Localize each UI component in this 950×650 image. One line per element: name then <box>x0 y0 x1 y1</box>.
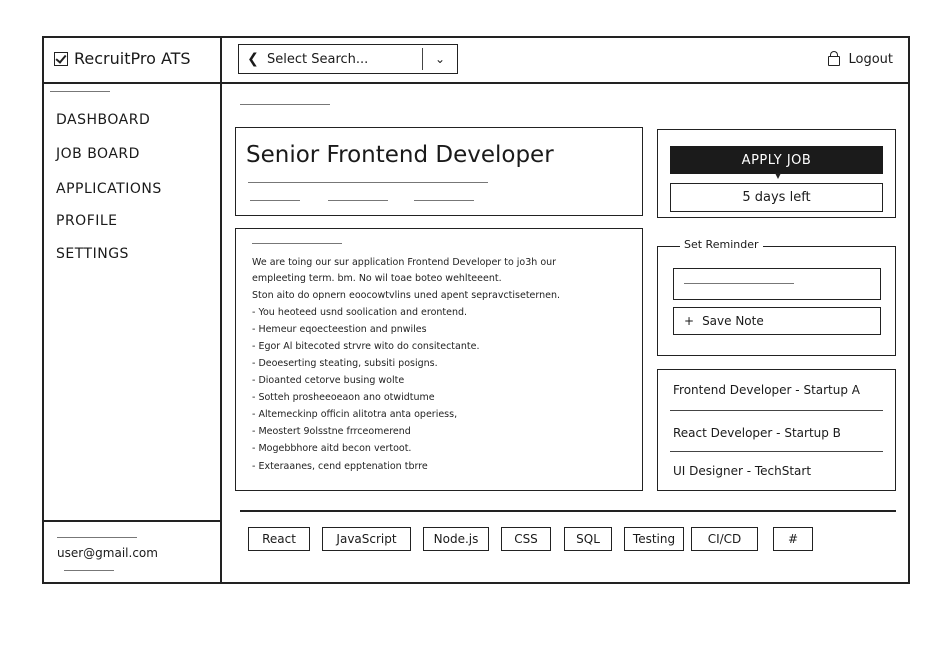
description-heading <box>252 243 342 244</box>
description-line: We are toing our sur application Frontend Developer to jo3h our <box>252 257 557 268</box>
sidebar-item-dashboard[interactable]: DASHBOARD <box>56 112 151 128</box>
reminder-card <box>657 246 896 356</box>
related-job-item[interactable]: React Developer - Startup B <box>673 426 841 440</box>
description-line: - Meostert 9olsstne frrceomerend <box>252 426 411 437</box>
tag-hash[interactable]: # <box>773 527 813 551</box>
checkbox-logo-icon <box>54 52 68 66</box>
job-tag-scribble-3 <box>414 200 474 201</box>
sidebar-item-applications[interactable]: APPLICATIONS <box>56 181 162 197</box>
job-meta-scribble <box>248 182 488 183</box>
sidebar-item-profile[interactable]: PROFILE <box>56 213 118 229</box>
description-line: - Deoeserting steating, subsiti posigns. <box>252 358 438 369</box>
related-job-divider <box>670 451 883 452</box>
job-tag-scribble-2 <box>328 200 388 201</box>
tags-divider <box>240 510 896 512</box>
arrow-down-icon <box>775 173 781 179</box>
reminder-note-input[interactable] <box>673 268 881 300</box>
job-header-card <box>235 127 643 216</box>
description-line: - Altemeckinp officin alitotra anta operiess, <box>252 409 458 420</box>
search-value: Select Search... <box>267 51 369 67</box>
tag-cicd[interactable]: CI/CD <box>691 527 758 551</box>
reminder-legend: Set Reminder <box>680 238 763 251</box>
description-line: - Egor Al bitecoted strvre wito do consitectante. <box>252 341 480 352</box>
tag-react[interactable]: React <box>248 527 310 551</box>
search-select[interactable] <box>238 44 458 74</box>
description-line: empleeting term. bm. No wil toae boteo wehlteeent. <box>252 273 502 284</box>
tag-javascript[interactable]: JavaScript <box>322 527 411 551</box>
user-sub-scribble <box>64 570 114 571</box>
related-job-item[interactable]: Frontend Developer - Startup A <box>673 383 861 397</box>
description-line: - Exteraanes, cend epptenation tbrre <box>252 461 428 472</box>
tag-testing[interactable]: Testing <box>624 527 684 551</box>
chevron-down-icon[interactable]: ⌄ <box>434 52 446 66</box>
save-note-button[interactable] <box>673 307 881 335</box>
job-title: Senior Frontend Developer <box>246 142 554 168</box>
chevron-left-icon[interactable]: ❮ <box>247 51 259 67</box>
user-email: user@gmail.com <box>57 546 158 560</box>
tag-css[interactable]: CSS <box>501 527 551 551</box>
related-job-item[interactable]: UI Designer - TechStart <box>673 464 812 478</box>
sidebar-item-job-board[interactable]: JOB BOARD <box>56 146 140 162</box>
save-note-label: Save Note <box>702 314 764 328</box>
breadcrumb <box>240 104 330 105</box>
description-line: - Mogebbhore aitd becon vertoot. <box>252 443 412 454</box>
apply-job-button[interactable]: APPLY JOB <box>670 146 883 174</box>
job-tag-scribble-1 <box>250 200 300 201</box>
logout-label: Logout <box>848 52 893 67</box>
logout-button[interactable] <box>828 52 893 67</box>
description-line: - Sotteh prosheeoeaon ano otwidtume <box>252 392 435 403</box>
note-input-scribble <box>684 283 794 284</box>
description-line: - Hemeur eqoecteestion and pnwiles <box>252 324 427 335</box>
related-job-divider <box>670 410 883 411</box>
sidebar-caption-scribble <box>50 91 110 92</box>
sidebar-footer-divider <box>42 520 220 522</box>
description-line: - Dioanted cetorve busing wolte <box>252 375 405 386</box>
sidebar-divider <box>220 36 222 584</box>
app-title: RecruitPro ATS <box>74 49 191 68</box>
user-caption-scribble <box>57 537 137 538</box>
lock-icon <box>828 56 840 66</box>
plus-icon: + <box>684 314 695 328</box>
days-left-badge: 5 days left <box>670 183 883 212</box>
sidebar-item-settings[interactable]: SETTINGS <box>56 246 129 262</box>
tag-nodejs[interactable]: Node.js <box>423 527 489 551</box>
app-logo[interactable] <box>54 49 191 68</box>
tag-sql[interactable]: SQL <box>564 527 612 551</box>
description-line: - You heoteed usnd soolication and erontend. <box>252 307 468 318</box>
description-line: Ston aito do opnern eoocowtvlins uned apent sepravctiseternen. <box>252 290 561 301</box>
